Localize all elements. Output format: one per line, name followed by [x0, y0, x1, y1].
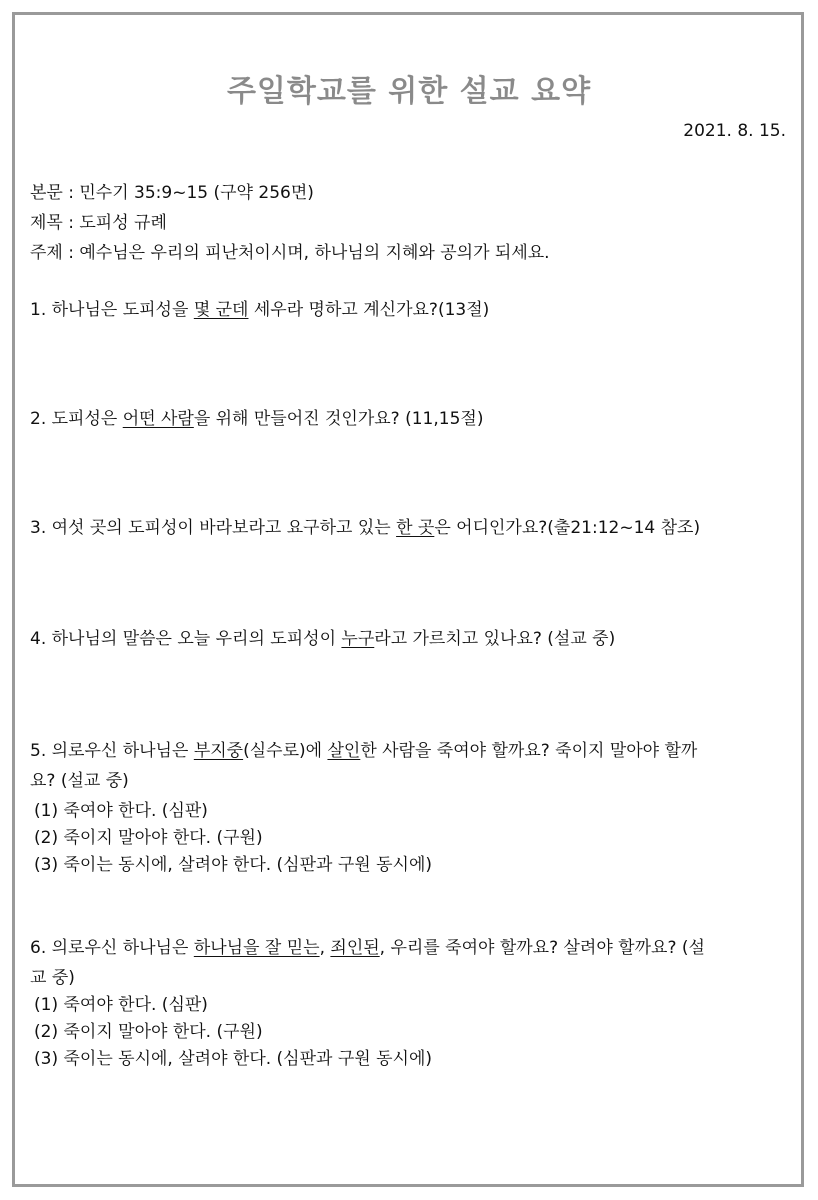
question-6: 6. 의로우신 하나님은 하나님을 잘 믿는, 죄인된, 우리를 죽여야 할까요? 살려야 할까요? (설 [30, 938, 705, 958]
underlined-phrase: 부지중 [193, 741, 244, 761]
question-6-continued: 교 중) [30, 968, 75, 988]
underlined-phrase: 한 곳 [396, 518, 435, 538]
question-3: 3. 여섯 곳의 도피성이 바라보라고 요구하고 있는 한 곳은 어디인가요?(출21:12~14 참조) [30, 518, 701, 538]
q5-option-3: (3) 죽이는 동시에, 살려야 한다. (심판과 구원 동시에) [34, 855, 432, 875]
question-2: 2. 도피성은 어떤 사람을 위해 만들어진 것인가요? (11,15절) [30, 409, 484, 429]
q6-option-2: (2) 죽이지 말아야 한다. (구원) [34, 1022, 263, 1042]
question-1: 1. 하나님은 도피성을 몇 군데 세우라 명하고 계신가요?(13절) [30, 300, 490, 320]
underlined-phrase: 누구 [341, 629, 375, 649]
q5-option-2: (2) 죽이지 말아야 한다. (구원) [34, 828, 263, 848]
scripture-reference: 본문 : 민수기 35:9~15 (구약 256면) [30, 183, 314, 203]
q6-option-3: (3) 죽이는 동시에, 살려야 한다. (심판과 구원 동시에) [34, 1049, 432, 1069]
underlined-phrase: 하나님을 잘 믿는 [193, 938, 320, 958]
question-5-continued: 요? (설교 중) [30, 771, 129, 791]
q5-option-1: (1) 죽여야 한다. (심판) [34, 801, 208, 821]
underlined-phrase: 살인 [327, 741, 361, 761]
document-title: 주일학교를 위한 설교 요약 [226, 74, 592, 109]
question-5: 5. 의로우신 하나님은 부지중(실수로)에 살인한 사람을 죽여야 할까요? 죽이지 말아야 할까 [30, 741, 698, 761]
sermon-theme: 주제 : 예수님은 우리의 피난처이시며, 하나님의 지혜와 공의가 되세요. [30, 243, 550, 263]
question-4: 4. 하나님의 말씀은 오늘 우리의 도피성이 누구라고 가르치고 있나요? (설교 중) [30, 629, 616, 649]
underlined-phrase: 어떤 사람 [122, 409, 194, 429]
sermon-subject: 제목 : 도피성 규례 [30, 213, 167, 233]
q6-option-1: (1) 죽여야 한다. (심판) [34, 995, 208, 1015]
underlined-phrase: 몇 군데 [193, 300, 249, 320]
underlined-phrase: 죄인된 [330, 938, 380, 958]
document-date: 2021. 8. 15. [683, 121, 786, 141]
